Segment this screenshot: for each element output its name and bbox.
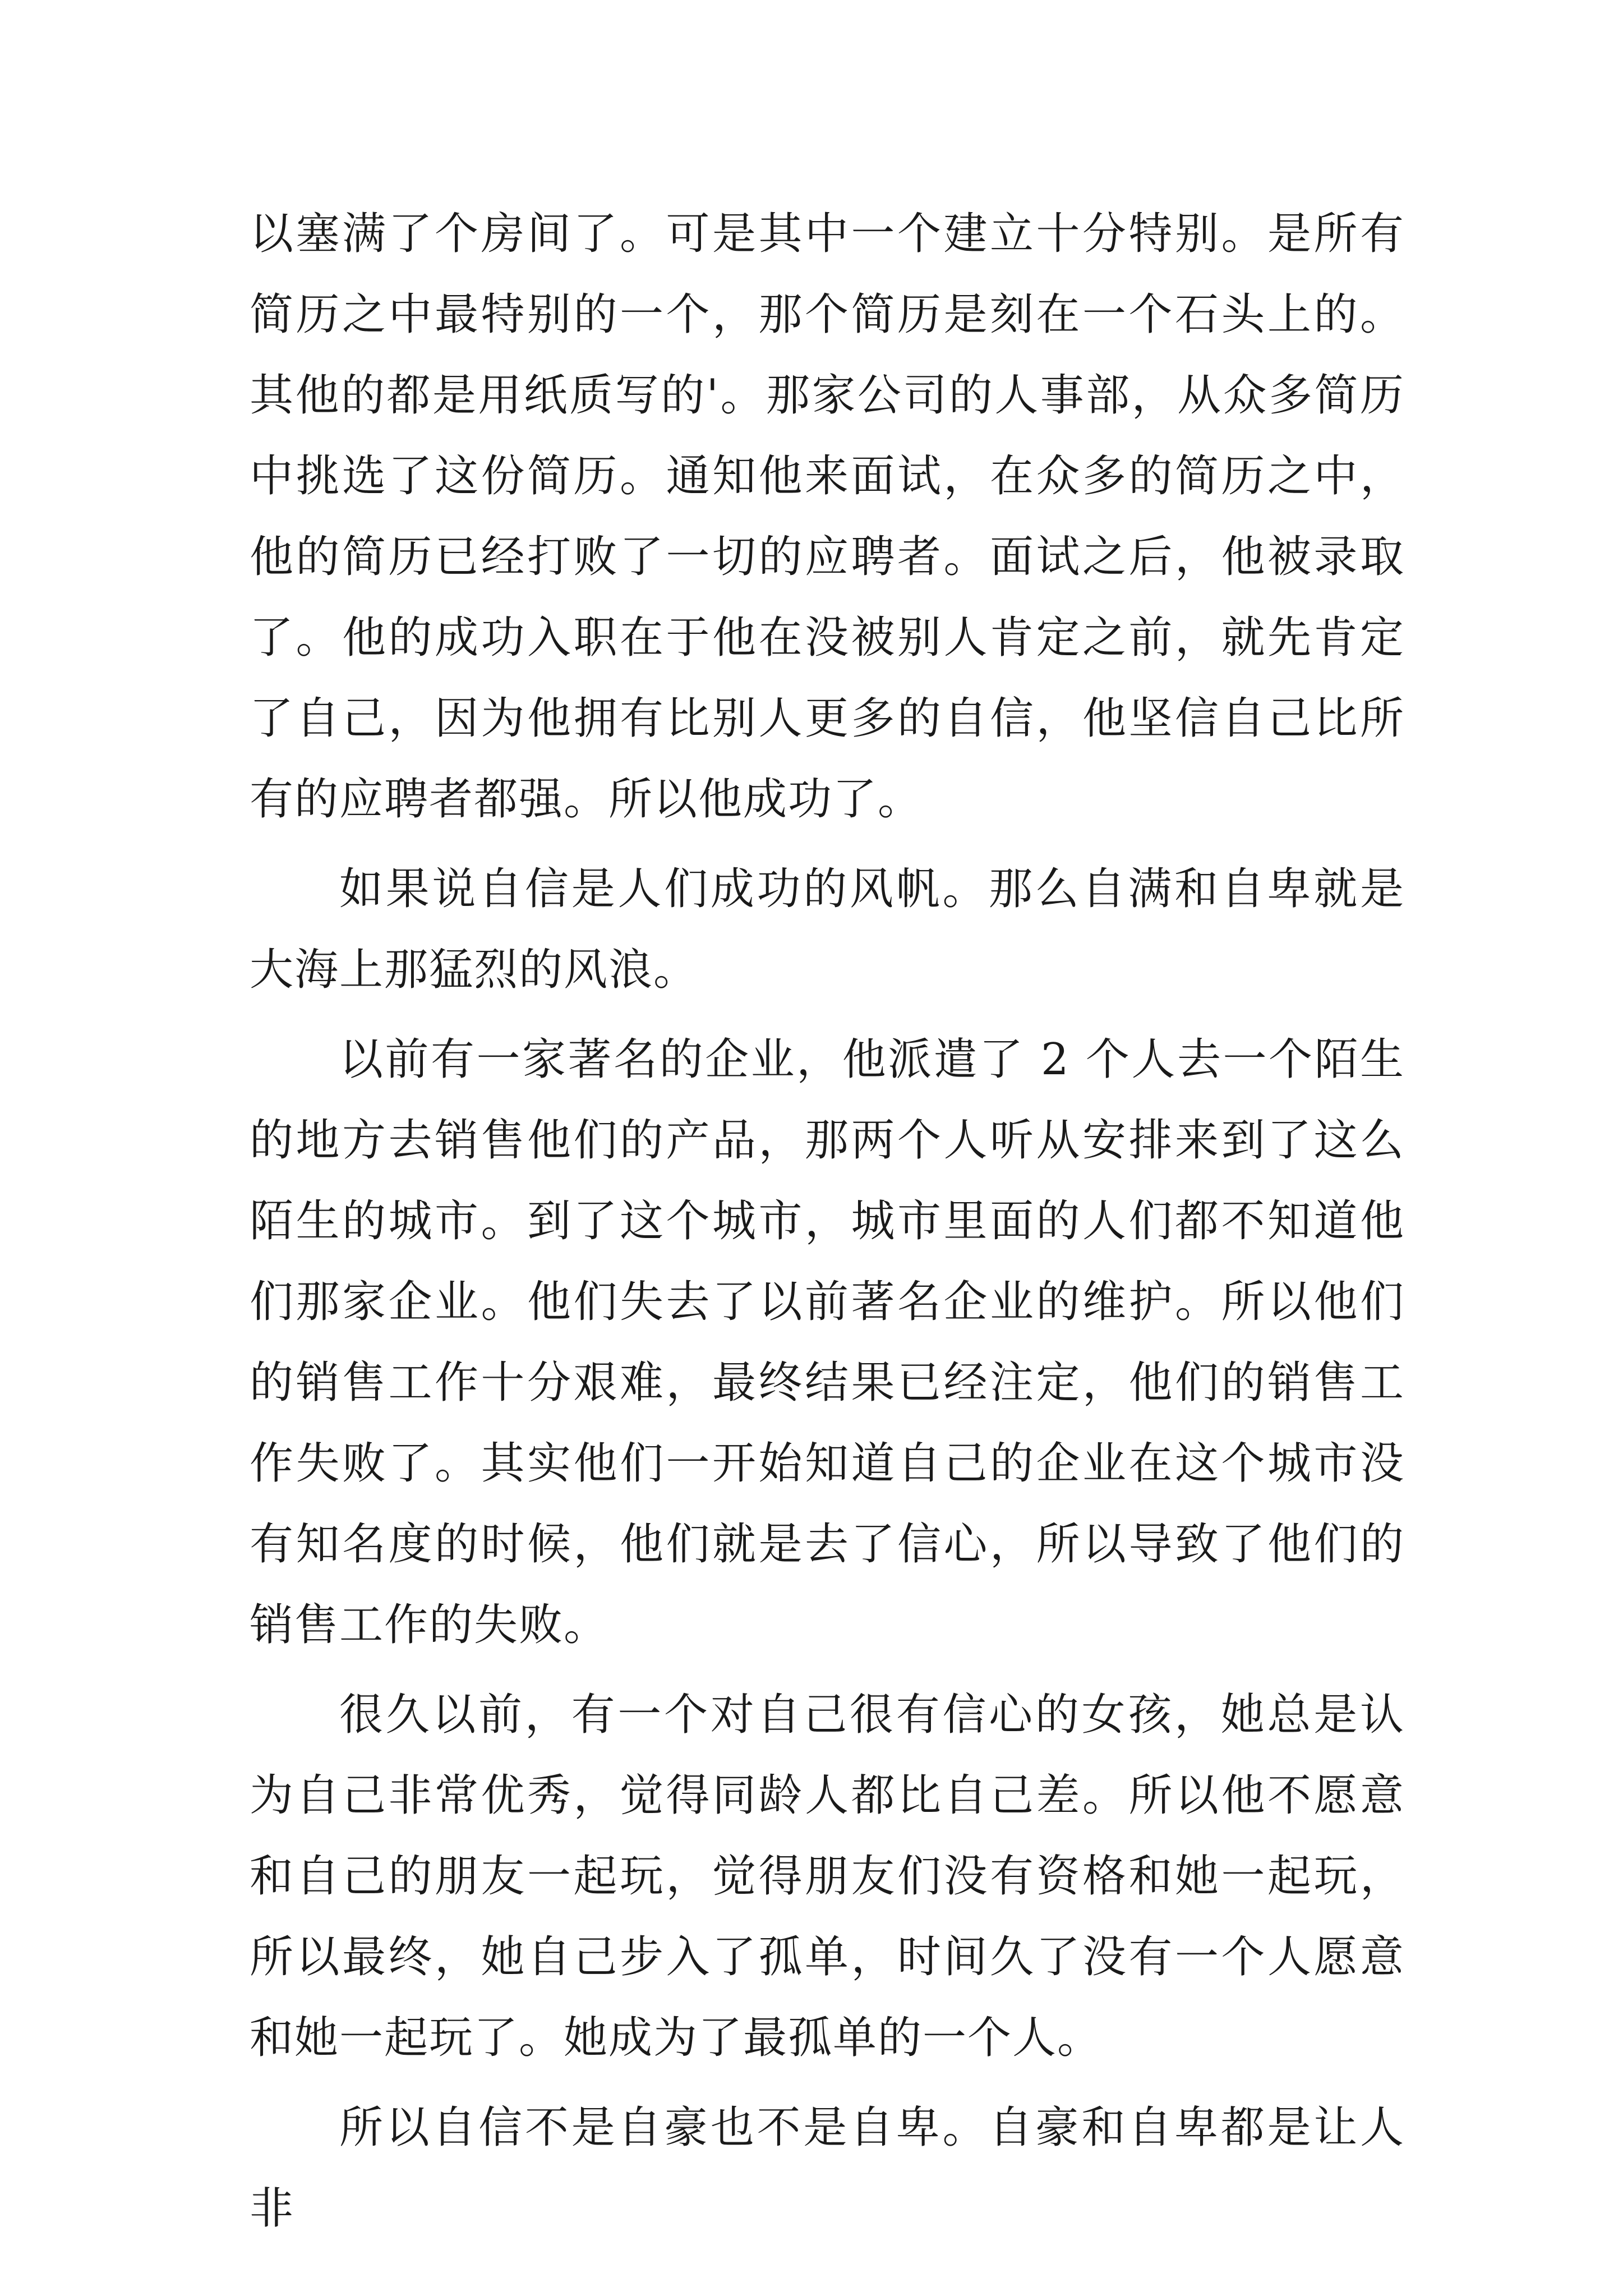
- paragraph-1: 以塞满了个房间了。可是其中一个建立十分特别。是所有简历之中最特别的一个，那个简历是刻在一个石头上的。其他的都是用纸质写的'。那家公司的人事部，从众多简历中挑选了这份简历。通知他来面试，在众多的简历之中，他的简历已经打败了一切的应聘者。面试之后，他被录取了。他的成功入职在于他在没被别人肯定之前，就先肯定了自己，因为他拥有比别人更多的自信，他坚信自己比所有的应聘者都强。所以他成功了。: [250, 209, 1405, 825]
- paragraph-4: 很久以前，有一个对自己很有信心的女孩，她总是认为自己非常优秀，觉得同龄人都比自己差。所以他不愿意和自己的朋友一起玩，觉得朋友们没有资格和她一起玩，所以最终，她自己步入了孤单，时间久了没有一个人愿意和她一起玩了。她成为了最孤单的一个人。: [250, 1690, 1405, 2063]
- paragraph-3: 以前有一家著名的企业，他派遣了 2 个人去一个陌生的地方去销售他们的产品，那两个人听从安排来到了这么陌生的城市。到了这个城市，城市里面的人们都不知道他们那家企业。他们失去了以前著名企业的维护。所以他们的销售工作十分艰难，最终结果已经注定，他们的销售工作失败了。其实他们一开始知道自己的企业在这个城市没有知名度的时候，他们就是去了信心，所以导致了他们的销售工作的失败。: [250, 1034, 1405, 1650]
- body-text: [250, 194, 1405, 2249]
- paragraph-2: 如果说自信是人们成功的风帆。那么自满和自卑就是大海上那猛烈的风浪。: [250, 864, 1405, 995]
- paragraph-5: 所以自信不是自豪也不是自卑。自豪和自卑都是让人非: [250, 2102, 1405, 2234]
